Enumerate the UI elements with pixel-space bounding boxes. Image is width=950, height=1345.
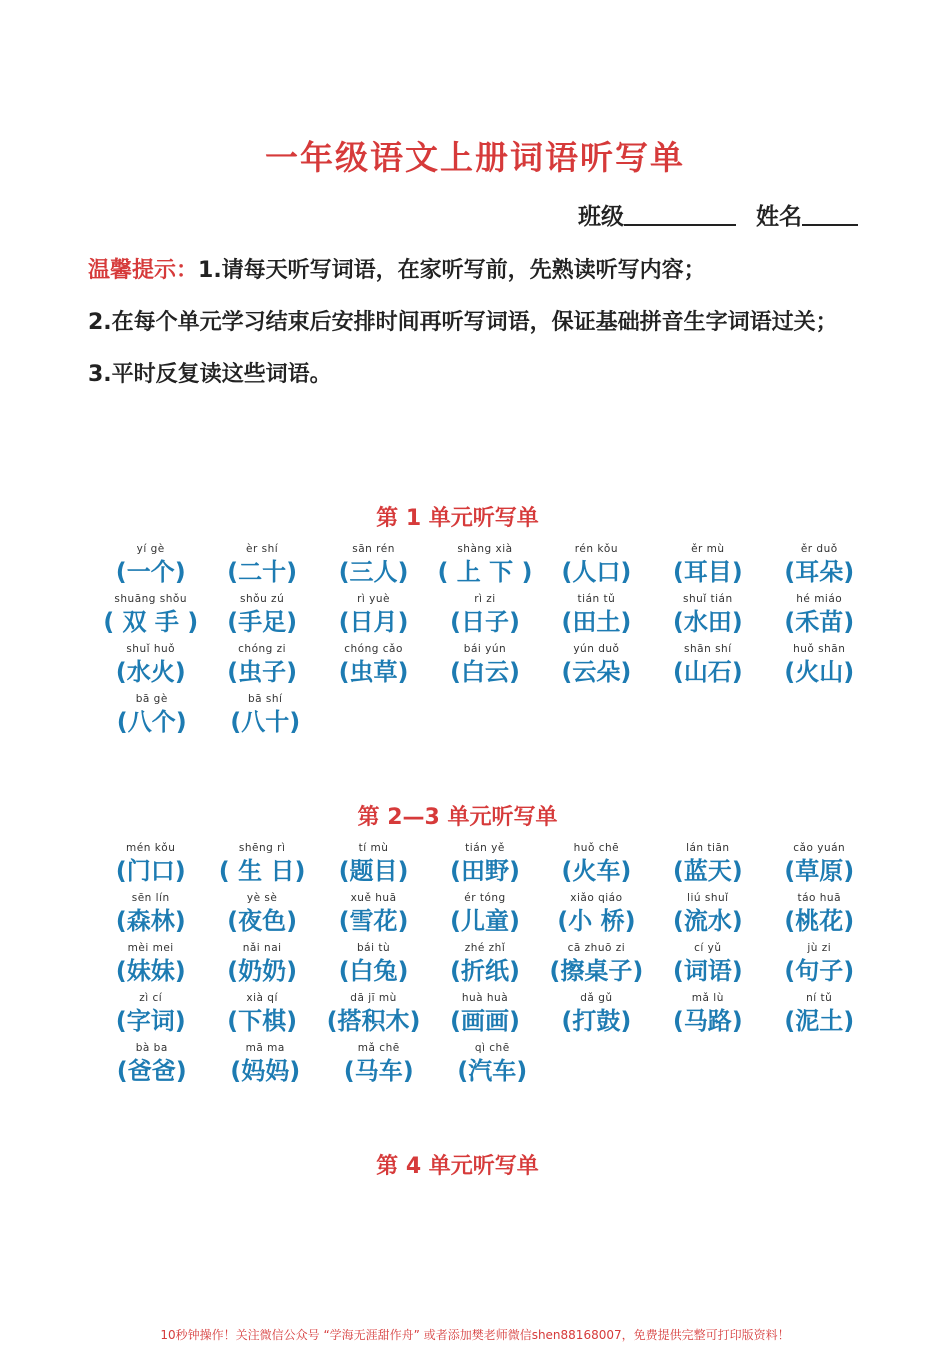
word-item	[209, 1041, 323, 1091]
word-item	[429, 841, 540, 891]
pinyin: dā jī mù	[350, 992, 397, 1004]
word-row	[95, 991, 875, 1041]
chinese-word: (二十)	[227, 558, 298, 586]
word-item	[95, 592, 206, 642]
chinese-word: (马车)	[343, 1057, 414, 1085]
chinese-word: (流水)	[672, 907, 743, 935]
pinyin: cā zhuō zi	[567, 942, 626, 954]
pinyin: sān rén	[352, 543, 395, 555]
word-item	[318, 941, 429, 991]
pinyin: yún duǒ	[573, 643, 620, 655]
word-grid-unit-2-3	[95, 841, 875, 1091]
chinese-word: (日子)	[450, 608, 520, 636]
pinyin: tián yě	[465, 842, 505, 854]
pinyin: shān shí	[684, 643, 732, 655]
chinese-word: (汽车)	[457, 1057, 528, 1085]
chinese-word: (夜色)	[227, 907, 298, 935]
pinyin: xuě huā	[350, 892, 397, 904]
pinyin: huǒ chē	[573, 842, 620, 854]
chinese-word: (马路)	[672, 1007, 743, 1035]
pinyin: chóng cǎo	[344, 643, 403, 655]
chinese-word: (田野)	[450, 857, 520, 885]
word-grid-unit-1	[95, 542, 875, 742]
pinyin: mèi mei	[127, 942, 174, 954]
word-item	[764, 642, 875, 692]
pinyin: táo huā	[797, 892, 842, 904]
chinese-word: (搭积木)	[326, 1007, 421, 1035]
section-title-unit-2-3: 第 2—3 单元听写单	[357, 805, 558, 830]
section-title-unit-4: 第 4 单元听写单	[376, 1154, 539, 1179]
pinyin: mǎ chē	[357, 1042, 400, 1054]
word-item	[764, 941, 875, 991]
word-item	[764, 542, 875, 592]
tip-line-3: 3.平时反复读这些词语。	[88, 362, 332, 387]
word-row	[95, 841, 875, 891]
chinese-word: (山石)	[672, 658, 743, 686]
pinyin: xiǎo qiáo	[570, 892, 623, 904]
chinese-word: (水火)	[115, 658, 186, 686]
word-item	[318, 841, 429, 891]
pinyin: shuāng shǒu	[114, 593, 187, 605]
word-row	[95, 941, 875, 991]
word-item	[206, 891, 317, 941]
chinese-word: (蓝天)	[672, 857, 743, 885]
word-item	[318, 642, 429, 692]
word-row	[95, 692, 875, 742]
chinese-word: (爸爸)	[116, 1057, 187, 1085]
pinyin: èr shí	[246, 543, 279, 555]
pinyin: lán tiān	[686, 842, 730, 854]
class-blank[interactable]	[624, 224, 736, 226]
pinyin: huǒ shān	[793, 643, 846, 655]
footer-note: 10秒钟操作！关注微信公众号 “学海无涯甜作舟” 或者添加樊老师微信shen88168007，免费提供完整可打印版资料！	[160, 1328, 790, 1342]
pinyin: zhé zhǐ	[464, 942, 506, 954]
word-item	[95, 841, 206, 891]
chinese-word: (草原)	[784, 857, 855, 885]
chinese-word: (三人)	[338, 558, 409, 586]
word-item	[652, 841, 763, 891]
word-item	[206, 841, 317, 891]
pinyin: qì chē	[474, 1042, 510, 1054]
pinyin: cǎo yuán	[793, 842, 846, 854]
word-item	[318, 592, 429, 642]
chinese-word: (奶奶)	[227, 957, 298, 985]
chinese-word: (词语)	[672, 957, 743, 985]
pinyin: yè sè	[246, 892, 278, 904]
chinese-word: (田土)	[561, 608, 632, 636]
word-item	[209, 692, 323, 742]
chinese-word: (下棋)	[227, 1007, 298, 1035]
word-item	[652, 592, 763, 642]
word-item	[429, 941, 540, 991]
word-item	[764, 991, 875, 1041]
pinyin: mā ma	[245, 1042, 285, 1054]
chinese-word: (儿童)	[450, 907, 520, 935]
pinyin: nǎi nai	[242, 942, 282, 954]
pinyin: zì cí	[139, 992, 163, 1004]
chinese-word: (云朵)	[561, 658, 632, 686]
word-item	[429, 642, 540, 692]
word-item	[541, 841, 652, 891]
pinyin: rì zi	[474, 593, 496, 605]
pinyin: bā gè	[135, 693, 168, 705]
chinese-word: ( 上 下 )	[437, 558, 533, 586]
word-item	[95, 941, 206, 991]
chinese-word: (打鼓)	[561, 1007, 632, 1035]
pinyin: yí gè	[136, 543, 165, 555]
pinyin: bā shí	[248, 693, 283, 705]
word-item	[764, 841, 875, 891]
chinese-word: (八个)	[116, 708, 187, 736]
word-item	[436, 1041, 550, 1091]
pinyin: shuǐ tián	[682, 593, 733, 605]
word-row	[95, 592, 875, 642]
word-item	[429, 991, 540, 1041]
pinyin: huà huà	[461, 992, 509, 1004]
word-item	[95, 642, 206, 692]
chinese-word: (妈妈)	[230, 1057, 301, 1085]
word-item	[652, 941, 763, 991]
pinyin: hé miáo	[796, 593, 843, 605]
word-item	[429, 542, 540, 592]
chinese-word: (白云)	[450, 658, 520, 686]
chinese-word: (一个)	[115, 558, 186, 586]
pinyin: bái yún	[463, 643, 507, 655]
pinyin: dǎ gǔ	[580, 992, 613, 1004]
pinyin: mǎ lù	[691, 992, 724, 1004]
name-label: 姓名	[756, 204, 803, 230]
word-item	[206, 592, 317, 642]
word-item	[318, 891, 429, 941]
word-item	[206, 991, 317, 1041]
chinese-word: (折纸)	[450, 957, 520, 985]
chinese-word: ( 双 手 )	[103, 608, 199, 636]
chinese-word: (森林)	[115, 907, 186, 935]
word-item	[652, 891, 763, 941]
word-item	[652, 991, 763, 1041]
chinese-word: (虫子)	[227, 658, 298, 686]
chinese-word: (水田)	[672, 608, 743, 636]
word-item	[652, 542, 763, 592]
word-item	[652, 642, 763, 692]
word-item	[429, 592, 540, 642]
pinyin: ěr mù	[691, 543, 725, 555]
pinyin: xià qí	[246, 992, 278, 1004]
word-item	[541, 991, 652, 1041]
word-row	[95, 542, 875, 592]
chinese-word: (句子)	[784, 957, 855, 985]
word-row	[95, 1041, 875, 1091]
chinese-word: (耳朵)	[784, 558, 855, 586]
name-blank[interactable]	[802, 224, 858, 226]
chinese-word: (白兔)	[338, 957, 409, 985]
pinyin: ér tóng	[464, 892, 506, 904]
pinyin: ní tǔ	[806, 992, 833, 1004]
pinyin: bà ba	[135, 1042, 168, 1054]
pinyin: jù zi	[807, 942, 832, 954]
tips-label: 温馨提示：	[88, 258, 199, 283]
word-item	[318, 542, 429, 592]
chinese-word: (耳目)	[672, 558, 743, 586]
word-item	[95, 891, 206, 941]
chinese-word: (日月)	[338, 608, 409, 636]
word-item	[318, 991, 429, 1041]
pinyin: bái tù	[356, 942, 391, 954]
chinese-word: (火山)	[784, 658, 855, 686]
word-item	[95, 692, 209, 742]
chinese-word: (擦桌子)	[549, 957, 644, 985]
chinese-word: (妹妹)	[115, 957, 186, 985]
chinese-word: (小 桥)	[557, 907, 636, 935]
chinese-word: (火车)	[561, 857, 632, 885]
word-item	[95, 991, 206, 1041]
word-item	[764, 891, 875, 941]
word-item	[541, 592, 652, 642]
pinyin: chóng zi	[238, 643, 287, 655]
word-item	[541, 642, 652, 692]
word-item	[541, 891, 652, 941]
word-item	[322, 1041, 436, 1091]
section-title-unit-1: 第 1 单元听写单	[376, 506, 539, 531]
chinese-word: (雪花)	[338, 907, 409, 935]
tips-block	[88, 245, 878, 401]
word-row	[95, 891, 875, 941]
chinese-word: (门口)	[115, 857, 186, 885]
pinyin: mén kǒu	[126, 842, 176, 854]
word-item	[206, 542, 317, 592]
tip-line-1: 1.请每天听写词语，在家听写前，先熟读听写内容；	[198, 258, 706, 283]
word-item	[206, 642, 317, 692]
word-item	[95, 1041, 209, 1091]
pinyin: shēng rì	[238, 842, 286, 854]
word-item	[429, 891, 540, 941]
word-item	[95, 542, 206, 592]
pinyin: tián tǔ	[577, 593, 616, 605]
page-title: 一年级语文上册词语听写单	[265, 138, 685, 177]
word-item	[541, 542, 652, 592]
chinese-word: (字词)	[115, 1007, 186, 1035]
pinyin: shàng xià	[457, 543, 513, 555]
chinese-word: (桃花)	[784, 907, 855, 935]
chinese-word: (画画)	[450, 1007, 520, 1035]
word-item	[541, 941, 652, 991]
word-row	[95, 642, 875, 692]
pinyin: shǒu zú	[240, 593, 285, 605]
chinese-word: (泥土)	[784, 1007, 855, 1035]
pinyin: cí yǔ	[694, 942, 722, 954]
pinyin: rén kǒu	[574, 543, 618, 555]
tip-line-2: 2.在每个单元学习结束后安排时间再听写词语，保证基础拼音生字词语过关；	[88, 310, 838, 335]
pinyin: shuǐ huǒ	[126, 643, 176, 655]
class-name-line	[578, 198, 878, 231]
chinese-word: (禾苗)	[784, 608, 855, 636]
chinese-word: ( 生 日)	[218, 857, 306, 885]
class-label: 班级	[578, 204, 624, 230]
chinese-word: (手足)	[227, 608, 298, 636]
chinese-word: (八十)	[230, 708, 301, 736]
pinyin: ěr duǒ	[800, 543, 838, 555]
chinese-word: (题目)	[338, 857, 409, 885]
pinyin: rì yuè	[357, 593, 390, 605]
pinyin: liú shuǐ	[687, 892, 729, 904]
word-item	[206, 941, 317, 991]
pinyin: tí mù	[358, 842, 389, 854]
chinese-word: (人口)	[561, 558, 632, 586]
pinyin: sēn lín	[131, 892, 170, 904]
word-item	[764, 592, 875, 642]
chinese-word: (虫草)	[338, 658, 409, 686]
